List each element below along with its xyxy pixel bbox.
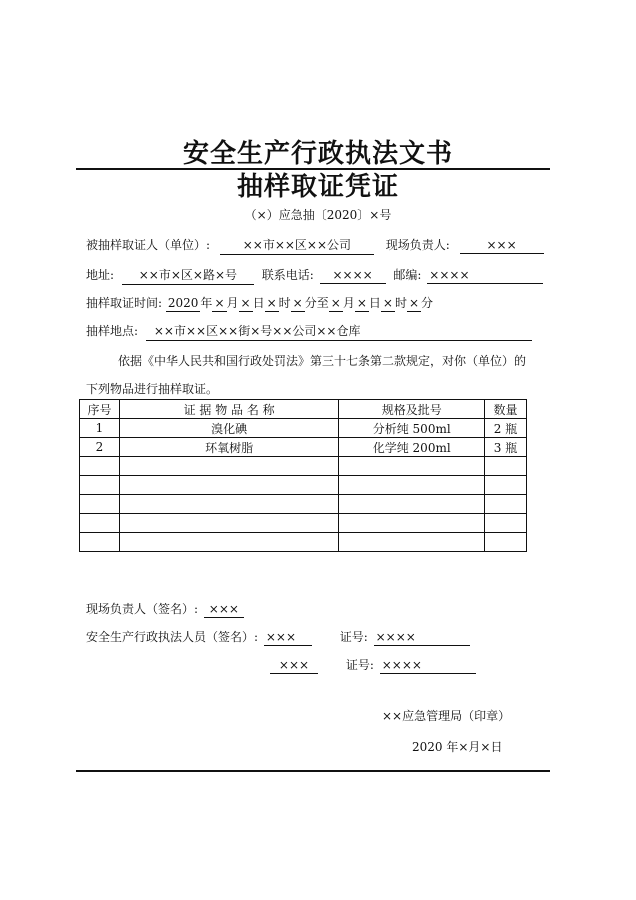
cell-spec-batch xyxy=(339,495,485,514)
month-unit-end: 月 xyxy=(342,296,355,310)
cert-number-label-1: 证号: xyxy=(339,630,368,644)
sample-time-line xyxy=(86,294,433,312)
table-header-row xyxy=(80,400,527,419)
cert-number-label-2: 证号: xyxy=(345,658,374,672)
cell-item-name xyxy=(119,476,338,495)
onsite-lead-label: 现场负责人: xyxy=(385,238,450,252)
sample-minute-end: × xyxy=(408,296,420,310)
document-title: 安全生产行政执法文书 xyxy=(182,139,453,169)
cell-quantity xyxy=(485,495,527,514)
bottom-divider xyxy=(76,770,550,772)
sampled-party-value: ××市××区××公司 xyxy=(220,236,374,255)
col-header-spec-batch: 规格及批号 xyxy=(339,400,485,419)
cell-item-name xyxy=(119,457,338,476)
sample-day-start: × xyxy=(240,296,251,310)
cell-quantity: 3 瓶 xyxy=(485,438,527,457)
officer-signature-line-1 xyxy=(86,628,470,646)
location-value: ××市××区××街×号××公司××仓库 xyxy=(146,322,532,341)
sample-minute-start: × xyxy=(292,296,303,310)
officer-signature-line-2 xyxy=(270,656,476,674)
cell-item-name xyxy=(119,495,338,514)
officer-signature-1: ××× xyxy=(264,630,312,646)
document-subtitle: 抽样取证凭证 xyxy=(236,172,399,202)
table-row xyxy=(80,476,527,495)
onsite-lead-signature-label: 现场负责人（签名）: xyxy=(86,602,199,616)
phone-value: ×××× xyxy=(320,268,386,284)
address-label: 地址: xyxy=(86,268,115,282)
table-row xyxy=(80,457,527,476)
phone-label: 联系电话: xyxy=(261,268,314,282)
issue-date: 2020 年×月×日 xyxy=(412,740,503,754)
cell-index xyxy=(80,457,120,476)
hour-unit-end: 时 xyxy=(394,296,407,310)
sample-month-start: × xyxy=(214,296,225,310)
issuing-authority-seal: ××应急管理局（印章） xyxy=(382,709,511,723)
cell-index: 2 xyxy=(80,438,120,457)
cell-item-name: 溴化碘 xyxy=(119,419,338,438)
cell-spec-batch xyxy=(339,514,485,533)
day-unit: 日 xyxy=(252,296,265,310)
cert-number-1: ×××× xyxy=(374,630,470,646)
hour-unit: 时 xyxy=(278,296,291,310)
sample-hour-end: × xyxy=(382,296,393,310)
cell-index xyxy=(80,533,120,552)
cell-quantity xyxy=(485,533,527,552)
cell-spec-batch xyxy=(339,457,485,476)
cell-spec-batch xyxy=(339,476,485,495)
sampled-party-label: 被抽样取证人（单位）: xyxy=(86,238,211,252)
table-row xyxy=(80,533,527,552)
cell-spec-batch: 分析纯 500ml xyxy=(339,419,485,438)
cell-index xyxy=(80,514,120,533)
address-value: ××市×区×路×号 xyxy=(122,266,254,285)
onsite-lead-value: ××× xyxy=(460,238,544,254)
evidence-items-table xyxy=(79,399,527,552)
table-row xyxy=(80,438,527,457)
cell-item-name: 环氧树脂 xyxy=(119,438,338,457)
onsite-lead-signature-line xyxy=(86,600,244,618)
cell-quantity xyxy=(485,476,527,495)
document-number: （×）应急抽〔2020〕×号 xyxy=(244,208,392,222)
sample-time-label: 抽样取证时间: xyxy=(86,296,163,310)
postcode-value: ×××× xyxy=(427,268,543,284)
cell-quantity xyxy=(485,514,527,533)
cell-item-name xyxy=(119,514,338,533)
legal-basis-text: 依据《中华人民共和国行政处罚法》第三十七条第二款规定，对你（单位）的 xyxy=(118,354,527,368)
col-header-quantity: 数量 xyxy=(485,400,527,419)
sample-hour-start: × xyxy=(266,296,277,310)
table-row xyxy=(80,495,527,514)
onsite-lead-signature-value: ××× xyxy=(204,602,244,618)
year-unit: 年 xyxy=(200,296,213,310)
cell-quantity xyxy=(485,457,527,476)
minute-unit-end: 分 xyxy=(421,296,434,310)
cell-item-name xyxy=(119,533,338,552)
postcode-label: 邮编: xyxy=(393,268,422,282)
cert-number-2: ×××× xyxy=(380,658,476,674)
location-label: 抽样地点: xyxy=(86,324,139,338)
cell-quantity: 2 瓶 xyxy=(485,419,527,438)
officer-signature-label: 安全生产行政执法人员（签名）: xyxy=(86,630,259,644)
day-unit-end: 日 xyxy=(368,296,381,310)
sampled-party-line xyxy=(86,236,544,255)
table-row xyxy=(80,514,527,533)
cell-spec-batch xyxy=(339,533,485,552)
sample-day-end: × xyxy=(356,296,367,310)
legal-basis-text-cont: 下列物品进行抽样取证。 xyxy=(86,382,219,396)
officer-signature-2: ××× xyxy=(270,658,318,674)
cell-index xyxy=(80,476,120,495)
col-header-item-name: 证 据 物 品 名 称 xyxy=(119,400,338,419)
location-line xyxy=(86,322,532,341)
cell-spec-batch: 化学纯 200ml xyxy=(339,438,485,457)
col-header-index: 序号 xyxy=(80,400,120,419)
sample-year: 2020 xyxy=(167,296,199,310)
table-row xyxy=(80,419,527,438)
sample-month-end: × xyxy=(330,296,341,310)
minute-unit-to: 分至 xyxy=(304,296,329,310)
month-unit: 月 xyxy=(226,296,239,310)
address-line xyxy=(86,266,543,285)
cell-index xyxy=(80,495,120,514)
cell-index: 1 xyxy=(80,419,120,438)
